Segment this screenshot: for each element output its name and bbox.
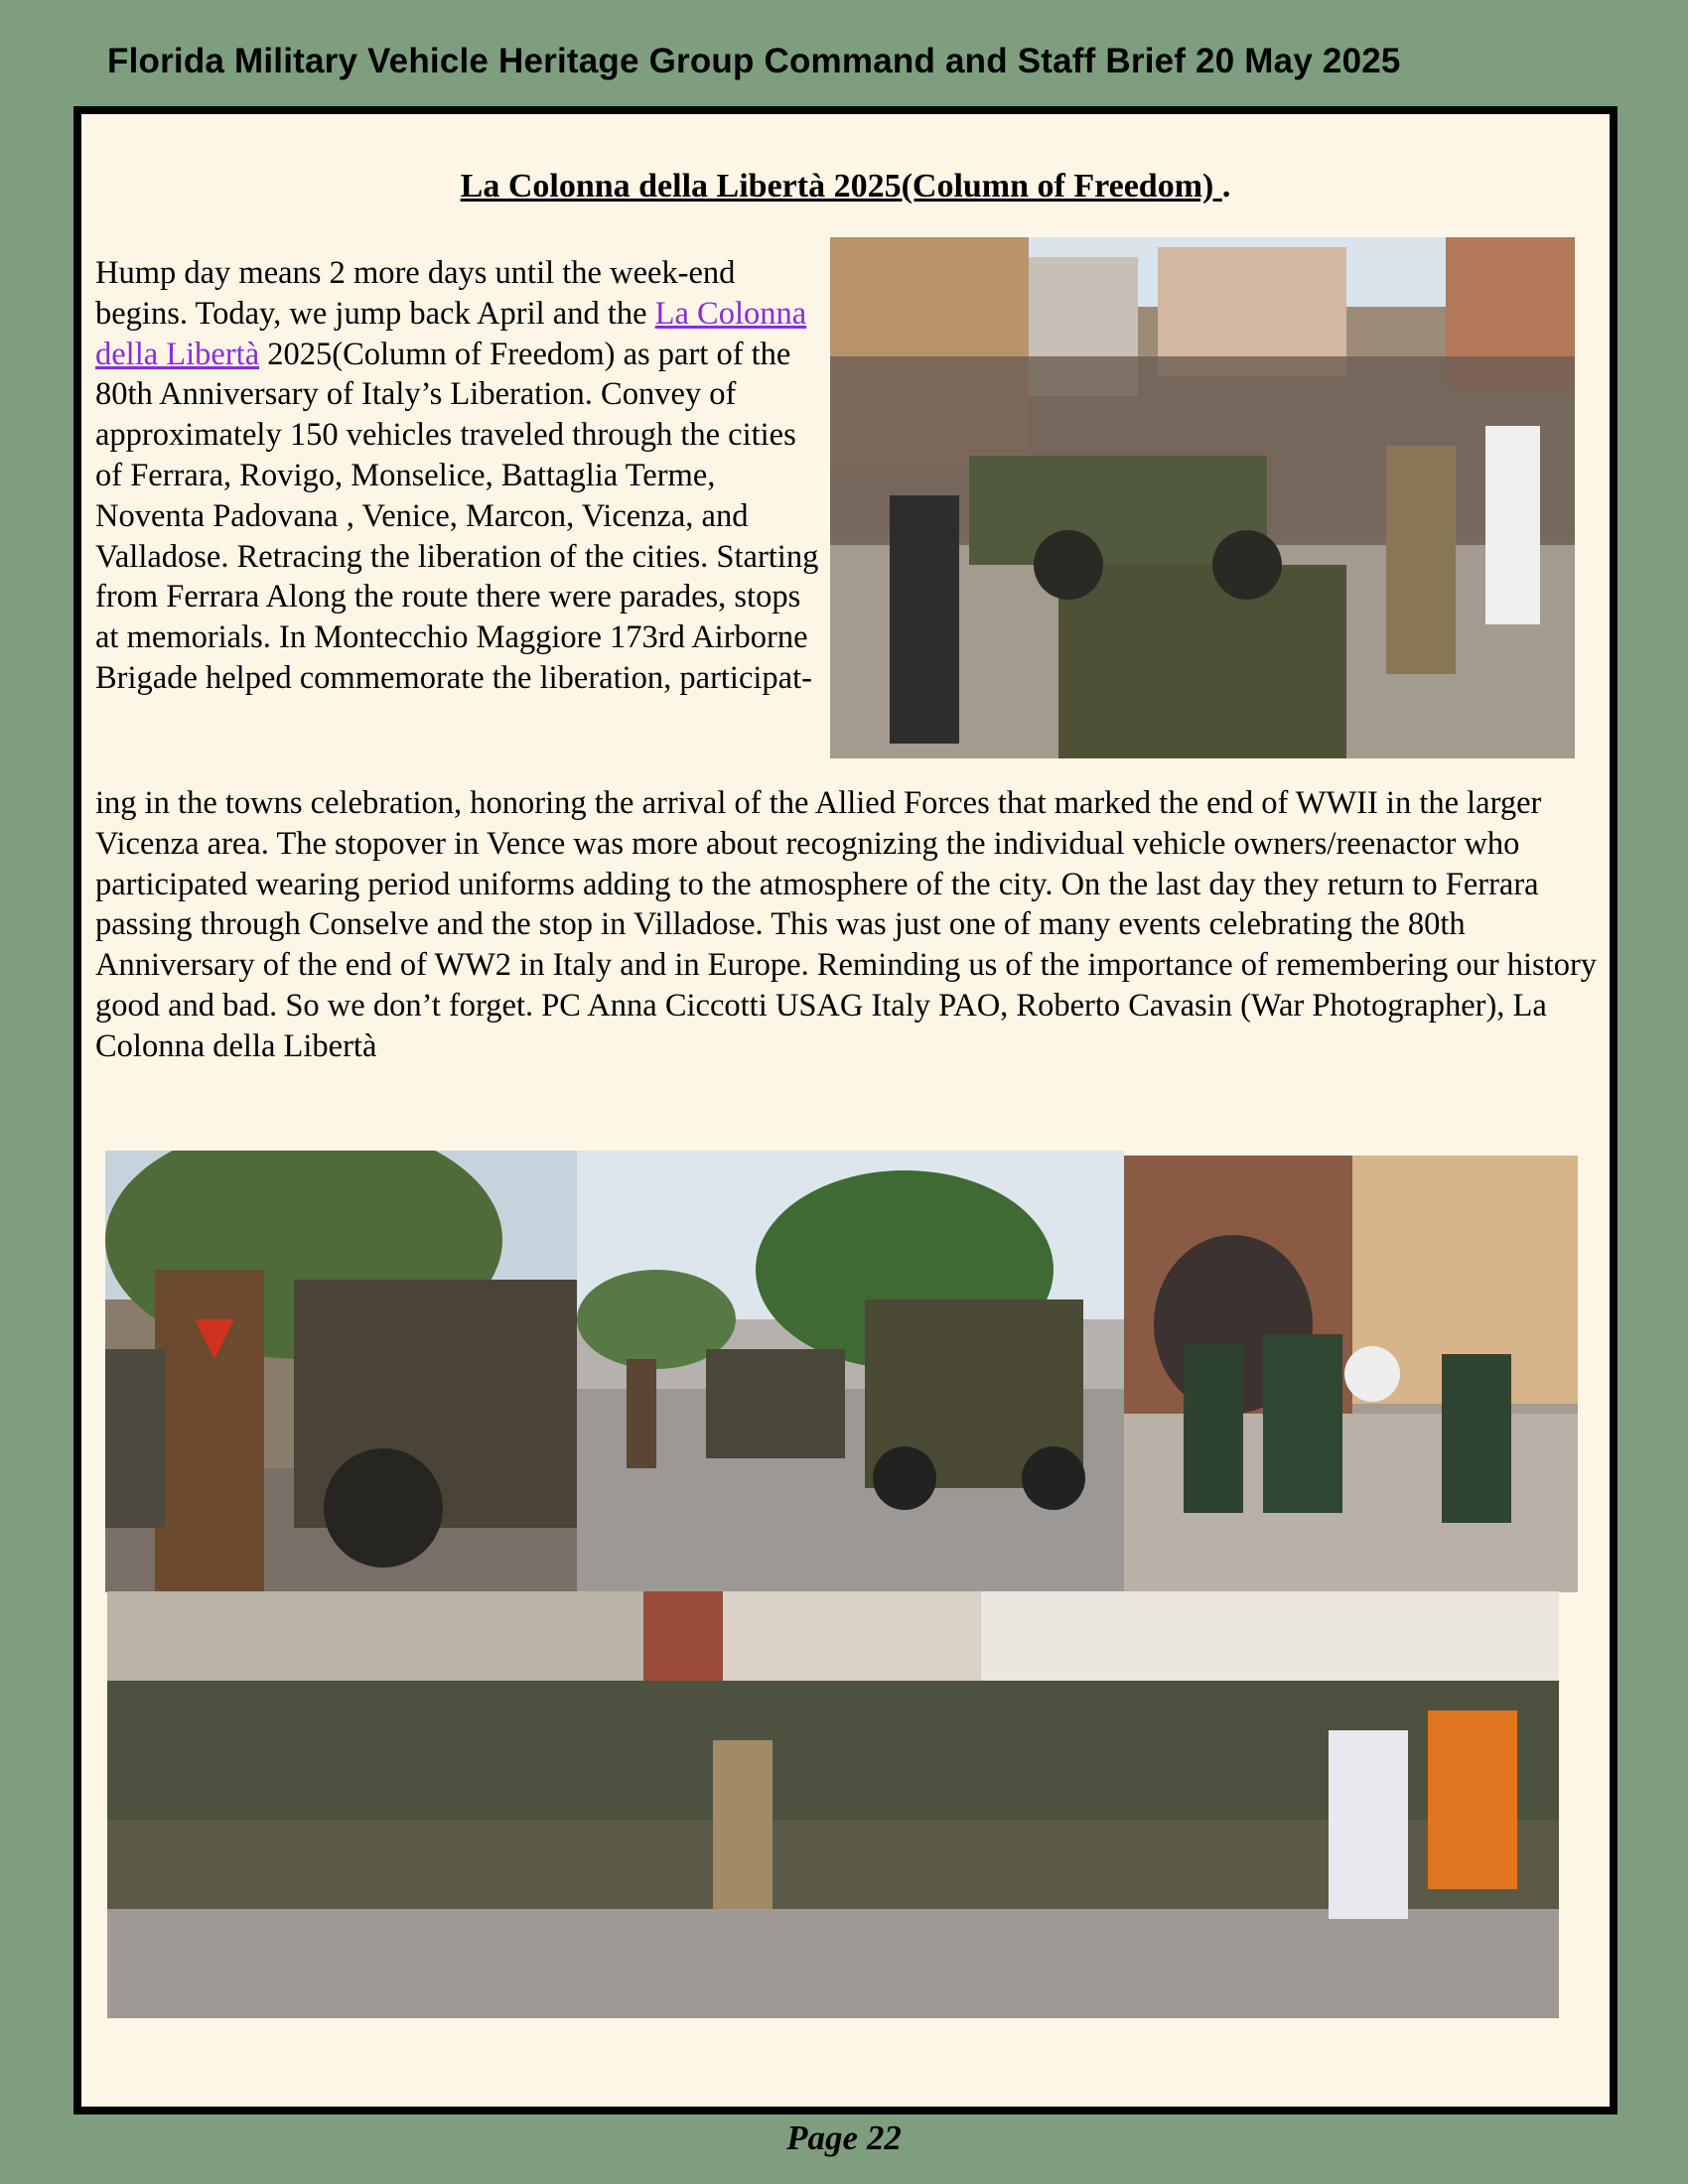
article-title-text: La Colonna della Libertà 2025(Column of Freedom) (460, 168, 1222, 205)
colonna-link[interactable]: La Colonna della Libertà (95, 295, 807, 372)
article-text-intro: Hump day means 2 more days until the week-end begins. Today, we jump back April and the (95, 255, 736, 332)
photo-jeeps-parade (577, 1151, 1124, 1592)
page-number: Page 22 (786, 2118, 902, 2157)
photo-group-venice (107, 1591, 1559, 2018)
article-body-top (95, 253, 820, 699)
photo-street-convoy (830, 237, 1575, 758)
article-title (81, 168, 1610, 205)
article-title-tail: . (1221, 168, 1231, 205)
article-body-full: ing in the towns celebration, honoring the arrival of the Allied Forces that marked the end of WWII in the larger Vicenza area. The stopover in Vence was more about recognizing the individual vehicle owners/reenactor who participated wearing period uniforms adding to the atmosphere of the city. On the last day they return to Ferrara passing through Conselve and the stop in Villadose. This was just one of many events celebrating the 80th Anniversary of the end of WW2 in Italy and in Europe. Reminding us of the importance of remembering our history good and bad. So we don’t forget. PC Anna Ciccotti USAG Italy PAO, Roberto Cavasin (War Photographer), La Colonna della Libertà (95, 785, 1598, 1064)
page-panel (73, 106, 1618, 2115)
photo-pipe-band (1124, 1156, 1578, 1592)
photo-soldier-truck (105, 1151, 577, 1592)
article-text-continued: 2025(Column of Freedom) as part of the 80th Anniversary of Italy’s Liberation. Convey of approximately 150 vehicles traveled through the cities of Ferrara, Rovigo, Monselice, Battaglia Terme, Noventa Padovana , Venice, Marcon, Vicenza, and Valladose. Retracing the liberation of the cities. Starting from Ferrara Along the route there were parades, stops at memorials. In Montecchio Maggiore 173rd Airborne Brigade helped commemorate the liberation, participat- (95, 336, 819, 696)
page-header: Florida Military Vehicle Heritage Group Command and Staff Brief 20 May 2025 (107, 42, 1401, 80)
